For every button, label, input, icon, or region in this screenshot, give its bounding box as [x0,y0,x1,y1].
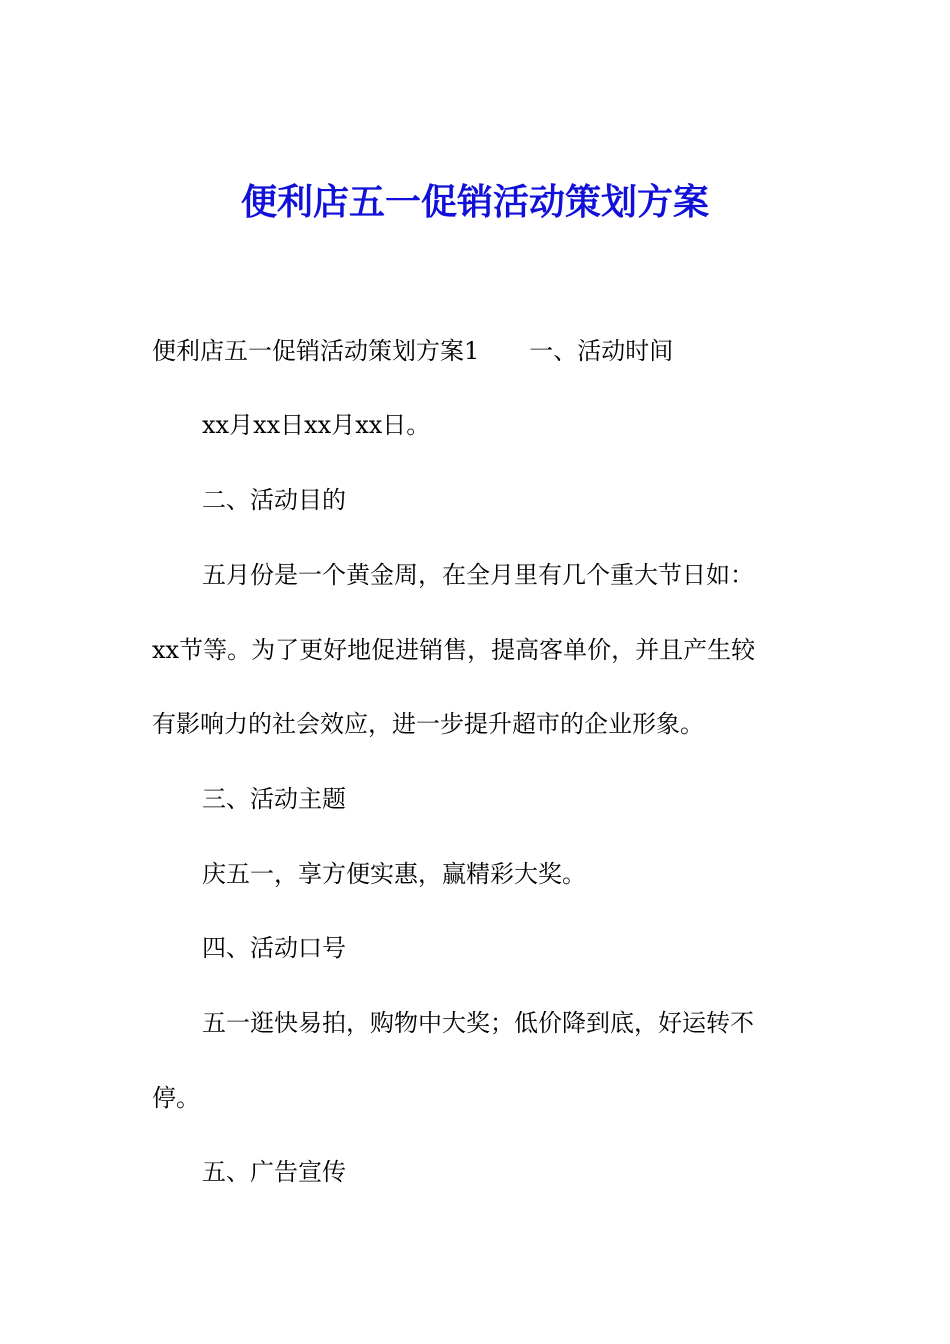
intro-line [152,331,802,371]
paragraph-line: xx节等。为了更好地促进销售，提高客单价，并且产生较 [152,636,756,664]
paragraph-line: 有影响力的社会效应，进一步提升超市的企业形象。 [152,710,704,738]
section-heading-5: 五、广告宣传 [202,1158,346,1186]
paragraph-line: xx月xx日xx月xx日。 [202,411,431,439]
section-heading-4: 四、活动口号 [202,934,346,962]
paragraph-line: 停。 [152,1084,200,1112]
section-heading-1: 一、活动时间 [529,337,674,365]
section-heading-3: 三、活动主题 [202,785,346,813]
paragraph-line: 五一逛快易拍，购物中大奖；低价降到底，好运转不 [202,1009,754,1037]
section-heading-2: 二、活动目的 [202,486,346,514]
paragraph-line: 庆五一，享方便实惠，赢精彩大奖。 [202,860,586,888]
paragraph-line: 五月份是一个黄金周，在全月里有几个重大节日如： [202,561,754,589]
intro-heading: 便利店五一促销活动策划方案1 [152,337,480,365]
document-title: 便利店五一促销活动策划方案 [240,181,709,223]
